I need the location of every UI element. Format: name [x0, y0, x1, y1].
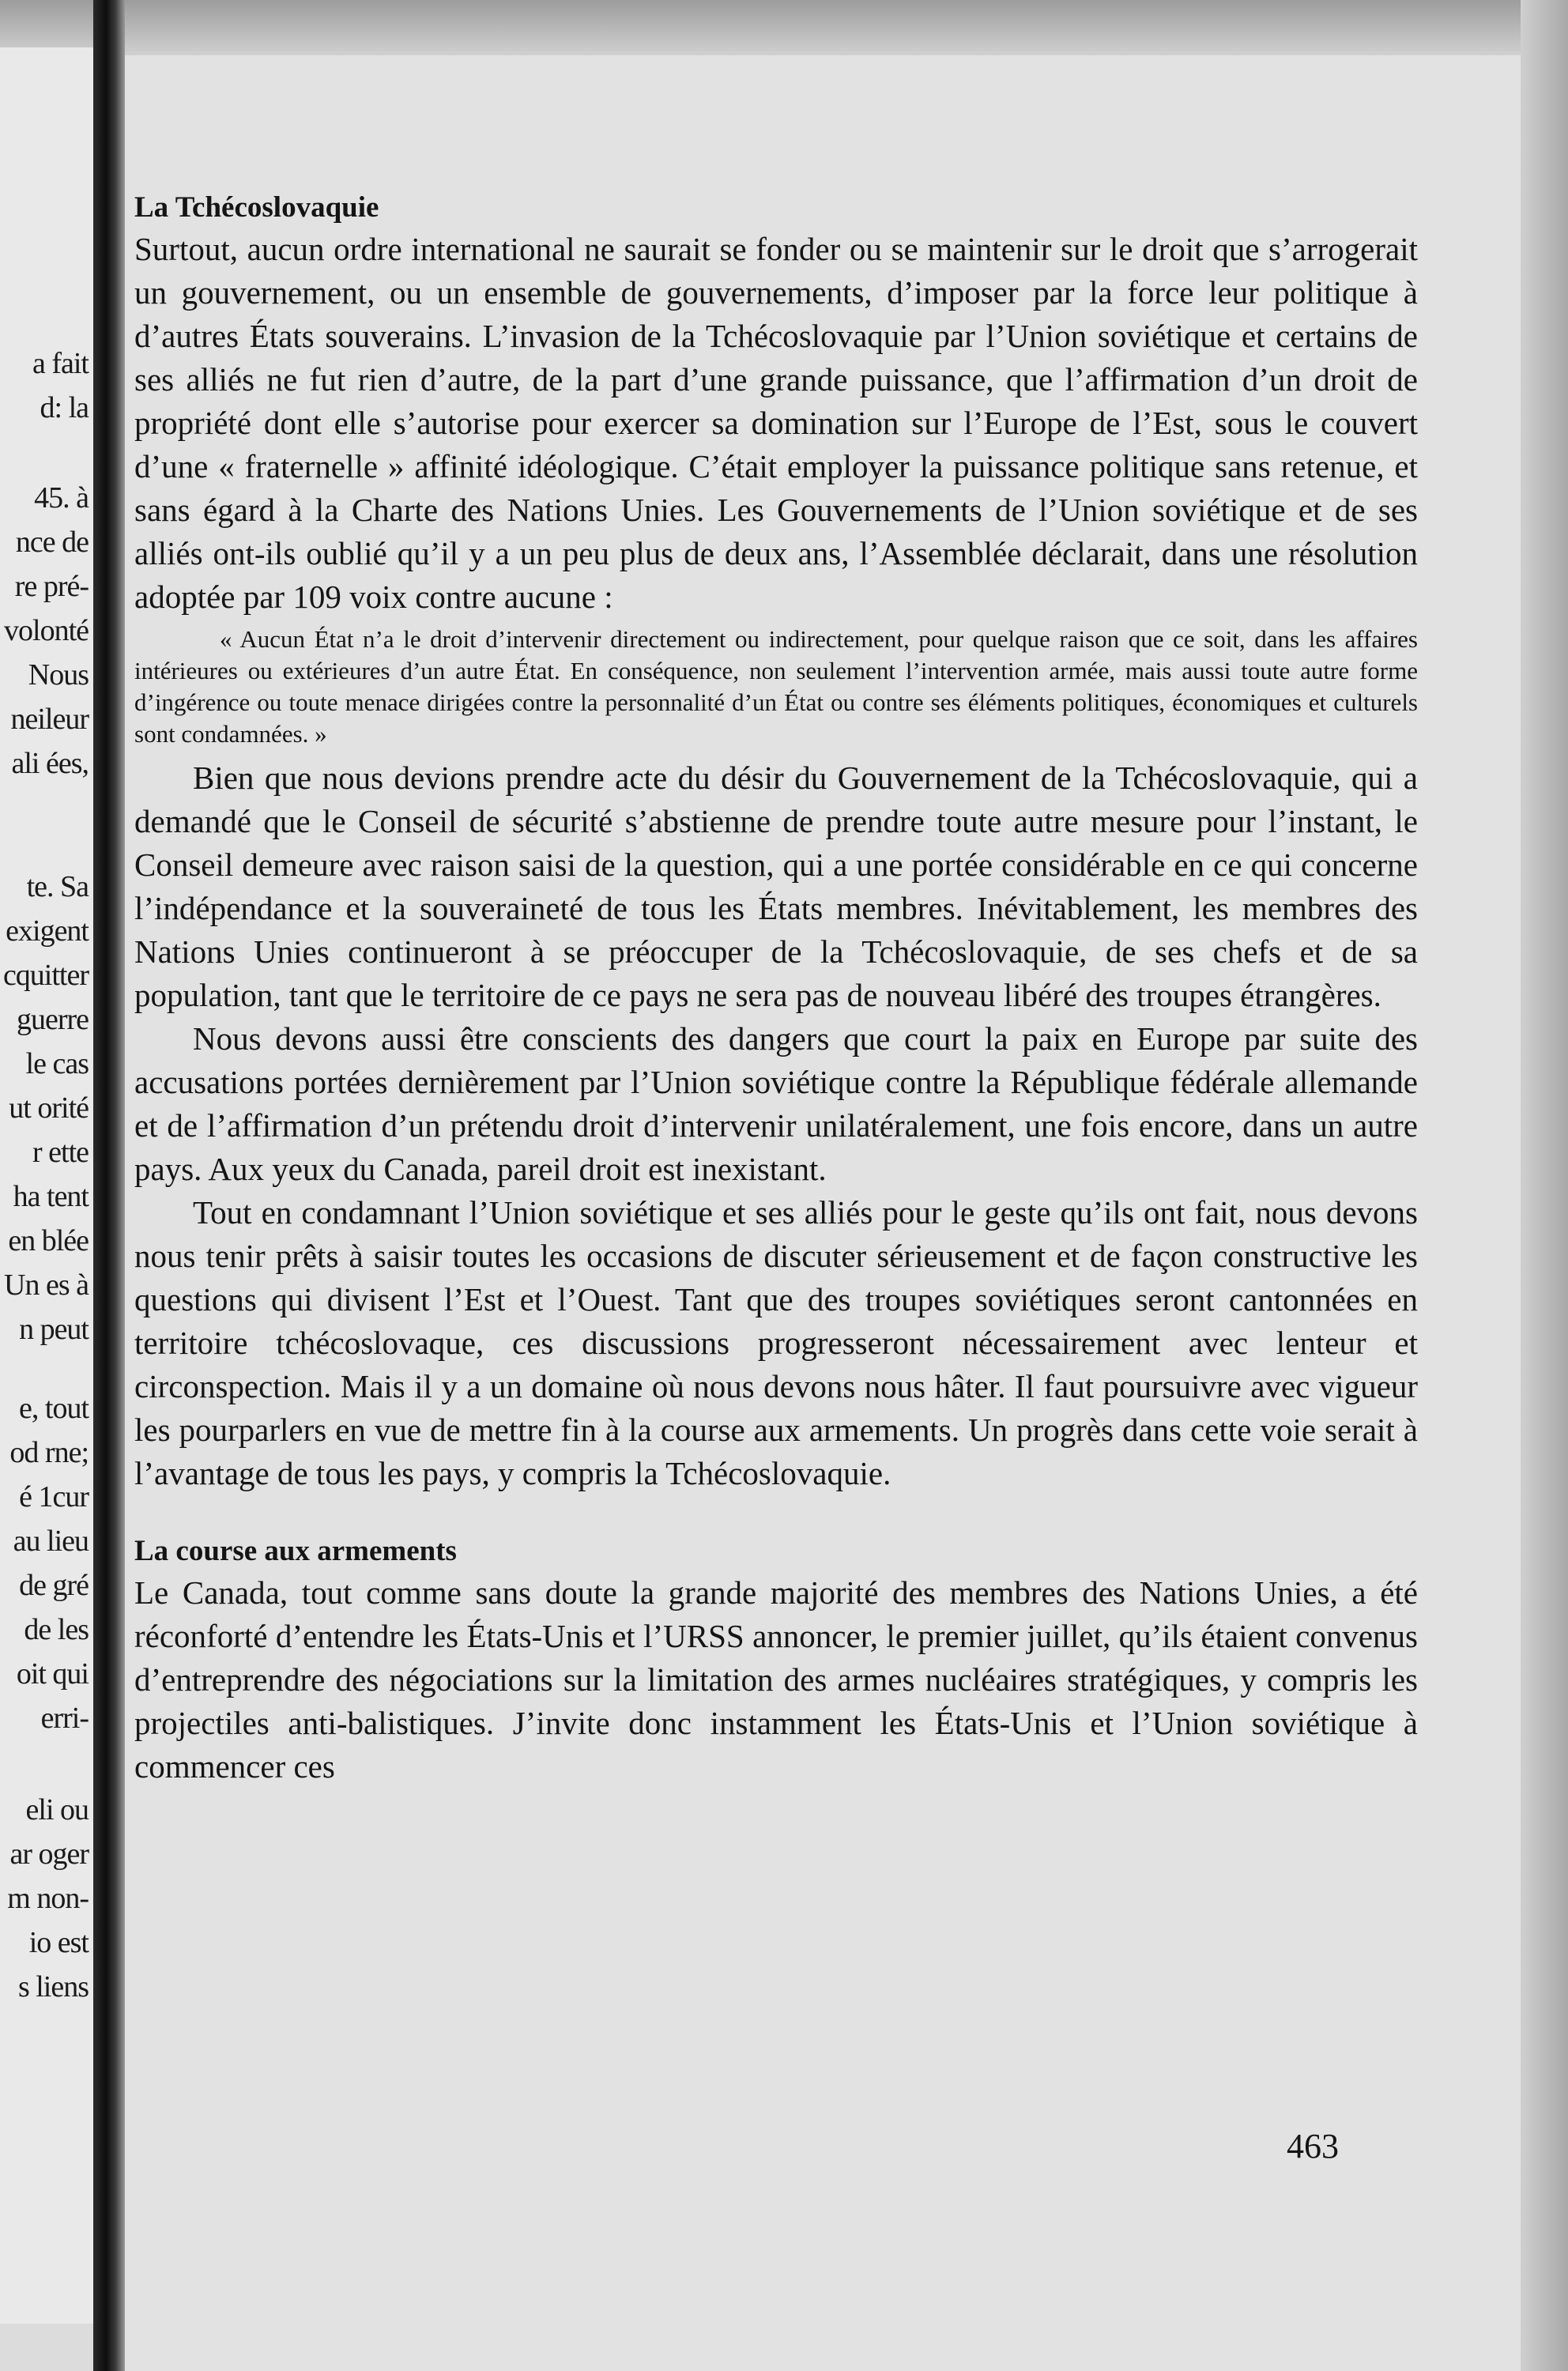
block-quote: « Aucun État n’a le droit d’intervenir directement ou indirectement, pour quelque raison que ce soit, dans les affaires intérieures ou extérieures d’un autre État. En conséquence, non seulement l’intervention armée, mais aussi toute autre forme d’ingérence ou toute menace dirigées contre la personnalité d’un État ou contre ses éléments politiques, économiques et culturels sont condamnées. » — [134, 625, 1418, 748]
facing-fragment: de gré — [19, 1569, 89, 1602]
facing-fragment: e, tout — [19, 1392, 89, 1425]
facing-fragment: au lieu — [13, 1525, 89, 1558]
book-gutter — [93, 0, 125, 2371]
facing-fragment: exigent — [6, 914, 89, 948]
paragraph: Tout en condamnant l’Union soviétique et ses alliés pour le geste qu’ils ont fait, nous devons nous tenir prêts à saisir toutes les occasions de discuter sérieusement et de façon constructive les questions qui divisent l’Est et l’Ouest. Tant que des troupes soviétiques seront cantonnées en territoire tchécoslovaque, ces discussions progresseront nécessairement avec lenteur et circonspection. Mais il y a un domaine où nous devons nous hâter. Il faut poursuivre avec vigueur les pourparlers en vue de mettre fin à la course aux armements. Un progrès dans cette voie serait à l’avantage de tous les pays, y compris la Tchécoslovaquie. — [134, 1194, 1418, 1491]
page-number: 463 — [1287, 2127, 1339, 2166]
top-scan-edge — [0, 0, 1568, 55]
facing-fragment: le cas — [25, 1047, 89, 1080]
facing-fragment: s liens — [17, 1970, 89, 2003]
paragraph: Le Canada, tout comme sans doute la grande majorité des membres des Nations Unies, a été réconforté d’entendre les États-Unis et l’URSS annoncer, le premier juillet, qu’ils étaient convenus d’entreprendre des négociations sur la limitation des armes nucléaires stratégiques, y compris les projectiles anti-balistiques. J’invite donc instamment les États-Unis et l’Union soviétique à commencer ces — [134, 1574, 1418, 1785]
facing-fragment: neileur — [10, 703, 89, 736]
facing-fragment: Nous — [28, 658, 89, 692]
facing-fragment: od rne; — [9, 1436, 89, 1469]
paragraph: Nous devons aussi être conscients des dangers que court la paix en Europe par suite des accusations portées dernièrement par l’Union soviétique contre la République fédérale allemande et de l’affirmation d’un prétendu droit d’intervenir unilatéralement, une fois encore, dans un autre pays. Aux yeux du Canada, pareil droit est inexistant. — [134, 1020, 1418, 1187]
facing-page-edge — [0, 47, 93, 2324]
facing-fragment: de les — [24, 1613, 89, 1646]
page-body — [134, 188, 1418, 1789]
facing-fragment: ar oger — [9, 1838, 89, 1871]
facing-fragment: ali ées, — [11, 747, 89, 780]
facing-fragment: re pré- — [14, 570, 89, 603]
paragraph: Bien que nous devions prendre acte du désir du Gouvernement de la Tchécoslovaquie, qui a demandé que le Conseil de sécurité s’abstienne de prendre toute autre mesure pour l’instant, le Conseil demeure avec raison saisi de la question, qui a une portée considérable en ce qui concerne l’indépendance et la souveraineté de tous les États membres. Inévitablement, les membres des Nations Unies continueront à se préoccuper de la Tchécoslovaquie, de ses chefs et de sa population, tant que le territoire de ce pays ne sera pas de nouveau libéré des troupes étrangères. — [134, 760, 1418, 1013]
facing-fragment: n peut — [19, 1313, 89, 1346]
facing-fragment: m non- — [7, 1882, 89, 1915]
facing-fragment: guerre — [16, 1003, 89, 1036]
facing-fragment: erri- — [40, 1702, 89, 1735]
section-spacer — [134, 1495, 1418, 1532]
right-scan-edge — [1521, 0, 1568, 2371]
facing-fragment: nce de — [15, 526, 89, 559]
facing-fragment: d: la — [40, 391, 89, 424]
section-heading-tchecoslovaquie: La Tchécoslovaquie — [134, 191, 379, 224]
facing-fragment: en blée — [8, 1224, 89, 1257]
facing-fragment: a fait — [32, 347, 89, 380]
facing-fragment: ut orité — [9, 1091, 89, 1125]
facing-fragment: r ette — [32, 1136, 89, 1169]
section-heading-course-armements: La course aux armements — [134, 1535, 457, 1567]
facing-fragment: eli ou — [25, 1793, 89, 1826]
document-page — [125, 55, 1521, 2371]
facing-fragment: ha tent — [13, 1180, 89, 1213]
facing-fragment: volonté — [4, 614, 89, 647]
paragraph: Surtout, aucun ordre international ne saurait se fonder ou se maintenir sur le droit que s’arrogerait un gouvernement, ou un ensemble de gouvernements, d’imposer par la force leur politique à d’autres États souverains. L’invasion de la Tchécoslovaquie par l’Union soviétique et certains de ses alliés ne fut rien d’autre, de la part d’une grande puissance, que l’affirmation d’un droit de propriété dont elle s’autorise pour exercer sa domination sur l’Europe de l’Est, sous le couvert d’une « fraternelle » affinité idéologique. C’était employer la puissance politique sans retenue, et sans égard à la Charte des Nations Unies. Les Gouvernements de l’Union soviétique et de ses alliés ont-ils oublié qu’il y a un peu plus de deux ans, l’Assemblée déclarait, dans une résolution adoptée par 109 voix contre aucune : — [134, 231, 1418, 615]
facing-fragment: io est — [28, 1926, 89, 1959]
facing-fragment: Un es à — [4, 1268, 89, 1302]
facing-fragment: te. Sa — [26, 870, 89, 903]
facing-fragment: oit qui — [16, 1657, 89, 1691]
facing-fragment: 45. à — [34, 481, 89, 515]
facing-fragment: é 1cur — [19, 1480, 89, 1513]
facing-fragment: cquitter — [2, 959, 89, 992]
